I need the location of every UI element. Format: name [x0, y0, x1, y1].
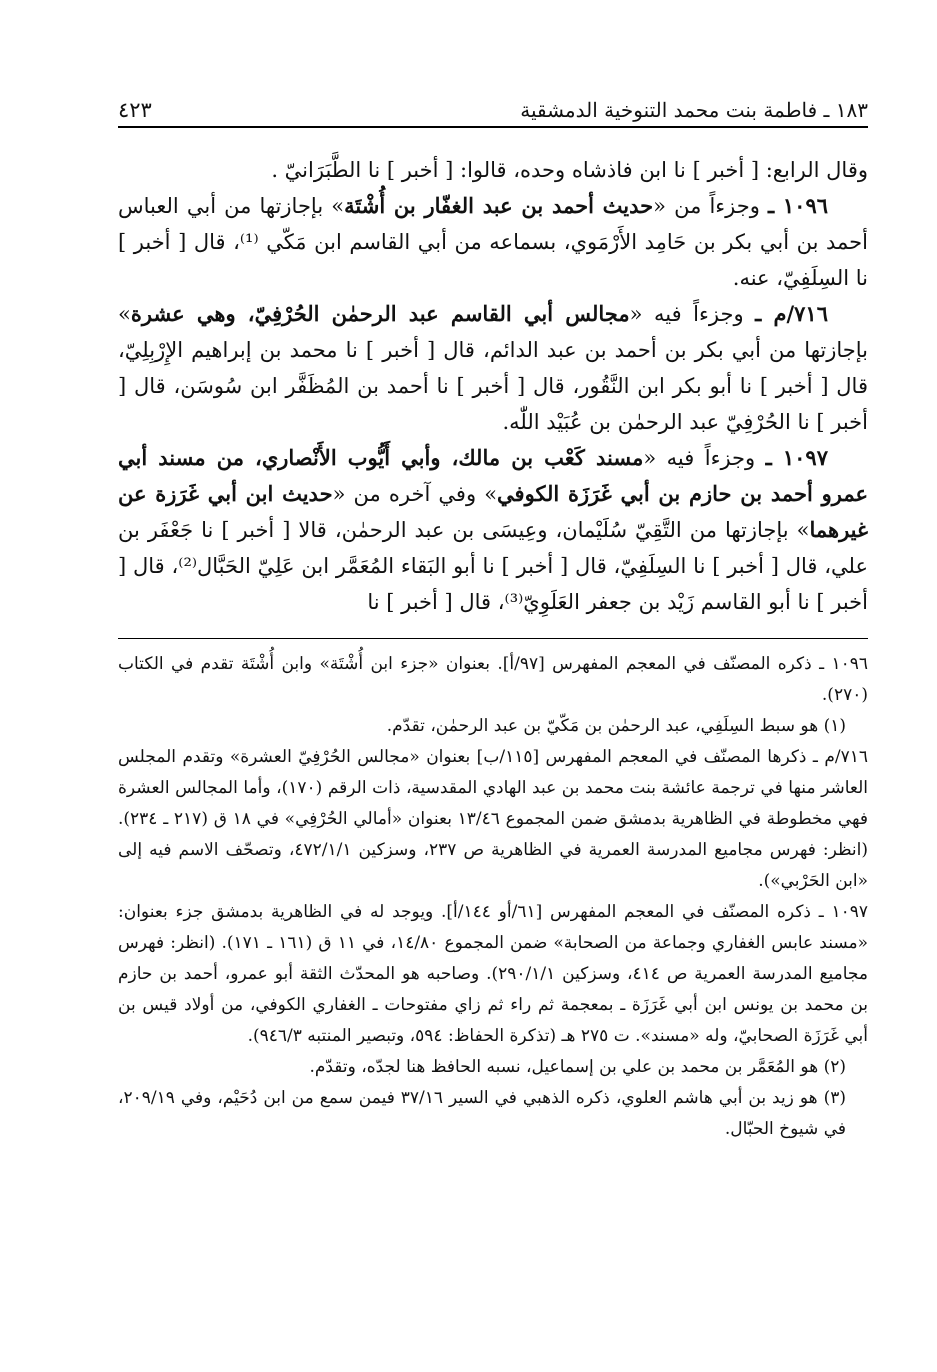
entry-text: وجزءاً فيه «	[629, 302, 756, 326]
running-title: ١٨٣ ـ فاطمة بنت محمد التنوخية الدمشقية	[520, 98, 868, 122]
footnote-716m: ٧١٦/م ـ ذكرها المصنّف في المعجم المفهرس [١١٥/ب] بعنوان «مجالس الحُرْفِيّ العشرة» وتقدم المجلس العاشر منها في ترجمة عائشة بنت محمد بن عبد الهادي المقدسية، ذات الرقم (١٧٠)، وأما المجالس العشرة فهي مخطوطة في الظاهرية بدمشق ضمن المجموع ١٣/٤٦ بعنوان «أمالي الحُرْفِي» في ١٨ ق (٢١٧ ـ ٢٣٤). (انظر: فهرس مجاميع المدرسة العمرية في الظاهرية ص ٢٣٧، وسزكين ٤٧٢/١/١، وتصحّف الاسم فيه إلى «ابن الحَرْبي»).	[118, 747, 868, 891]
entry-716m	[118, 296, 868, 440]
paragraph-0-text: وقال الرابع: [ أخبر ] نا ابن فاذشاه وحده، قالوا: [ أخبر ] نا الطَّبَرَانيّ .	[271, 158, 868, 182]
entry-title: حديث أحمد بن عبد الغفّار بن أُشْتَة	[344, 193, 654, 218]
entry-text: وجزءاً من «	[653, 194, 768, 218]
footnote-1097: ١٠٩٧ ـ ذكره المصنّف في المعجم المفهرس [٦١/أو ١٤٤/أ]. ويوجد له في الظاهرية بدمشق جزء بعنوان: «مسند عابس الغفاري وجماعة من الصحابة» ضمن المجموع ١٤/٨٠، في ١١ ق (١٦١ ـ ١٧١). (انظر: فهرس مجاميع المدرسة العمرية ص ٤١٤، وسزكين ٢٩٠/١/١). وصاحبه هو المحدّث الثقة أبو عمرو، أحمد بن حازم بن محمد بن يونس ابن أبي غَرَزَة ـ بمعجمة ثم راء ثم زاي مفتوحات ـ الغفاري الكوفي، من أولاد قيس بن أبي غَرَزَة الصحابيّ، وله «مسند». ت ٢٧٥ هـ (تذكرة الحفاظ: ٥٩٤، وتبصير المنتبه ٩٤٦/٣).	[118, 902, 869, 1046]
page-header	[118, 88, 868, 128]
entry-text: » بإجازتها من التَّقِيّ سُلَيْمان، وعِيسَى بن عبد الرحمٰن، قالا [ أخبر ] نا جَعْفَر بن علي، قال [ أخبر ] نا السِلَفِيّ، قال [ أخبر ] نا أبو البَقاء المُعَمَّر ابن عَلِيّ الحَبَّال⁽²⁾، قال [ أخبر ] نا أبو القاسم زَيْد بن جعفر العَلَوِيّ⁽³⁾، قال [ أخبر ] نا	[118, 518, 868, 614]
book-page	[118, 88, 868, 1145]
footnotes	[118, 649, 868, 1145]
footnote-3: (٣) هو زيد بن أبي هاشم العلوي، ذكره الذهبي في السير ٣٧/١٦ فيمن سمع من ابن دُحَيْم، وفي ٢٠٩/١٩، في شيوخ الحبّال.	[118, 1088, 846, 1139]
entry-number: ١٠٩٧ ـ	[765, 445, 828, 470]
footnote-1: (١) هو سبط السِلَفِي، عبد الرحمٰن بن مَكّيّ بن عبد الرحمٰن، تقدّم.	[386, 716, 846, 736]
entry-title: مسند كَعْب بن مالك، وأبي أَيُّوب الأَنْصاري، من مسند أبي عمرو أحمد بن حازم بن أبي غَرَزَة الكوفي	[118, 445, 868, 506]
main-text	[118, 152, 868, 620]
entry-number: ٧١٦/م ـ	[755, 301, 828, 326]
entry-title: مجالس أبي القاسم عبد الرحمٰن الحُرْفِيّ، وهي عشرة	[130, 301, 630, 326]
entry-text: » بإجازتها من أبي بكر بن أحمد بن عبد الدائم، قال [ أخبر ] نا محمد بن إبراهيم الإِرْبِلِيّ، قال [ أخبر ] نا أبو بكر ابن النَّقُور، قال [ أخبر ] نا أحمد بن المُظَفَّر ابن سُوسَن، قال [ أخبر ] نا الحُرْفِيّ عبد الرحمٰن بن عُبَيْد اللّٰه.	[118, 302, 868, 434]
entry-1096	[118, 188, 868, 296]
entry-number: ١٠٩٦ ـ	[767, 193, 829, 218]
entry-text: » بإجازتها من أبي العباس أحمد بن أبي بكر بن حَامِد الأَرْمَوي، بسماعه من أبي القاسم ابن مَكّي ⁽¹⁾، قال [ أخبر ] نا السِلَفِيّ، عنه.	[118, 194, 868, 290]
page-number: ٤٢٣	[118, 98, 152, 122]
entry-text: وجزءاً فيه «	[643, 446, 766, 470]
footnote-1096: ١٠٩٦ ـ ذكره المصنّف في المعجم المفهرس [٩٧/أ]. بعنوان «جزء ابن أُشْتَة» وابن أُشْتَة تقدم في الكتاب (٢٧٠).	[118, 654, 869, 705]
entry-1097	[118, 440, 868, 620]
footnote-2: (٢) هو المُعَمَّر بن محمد بن علي بن إسماعيل، نسبه الحافظ هنا لجدّه، وتقدّم.	[309, 1057, 846, 1077]
entry-title-2: حديث ابن أبي غَرَزة عن غيرهما	[118, 481, 868, 542]
paragraph-0	[118, 152, 868, 188]
footnote-separator	[118, 638, 868, 639]
entry-text: » وفي آخره من «	[332, 482, 498, 506]
